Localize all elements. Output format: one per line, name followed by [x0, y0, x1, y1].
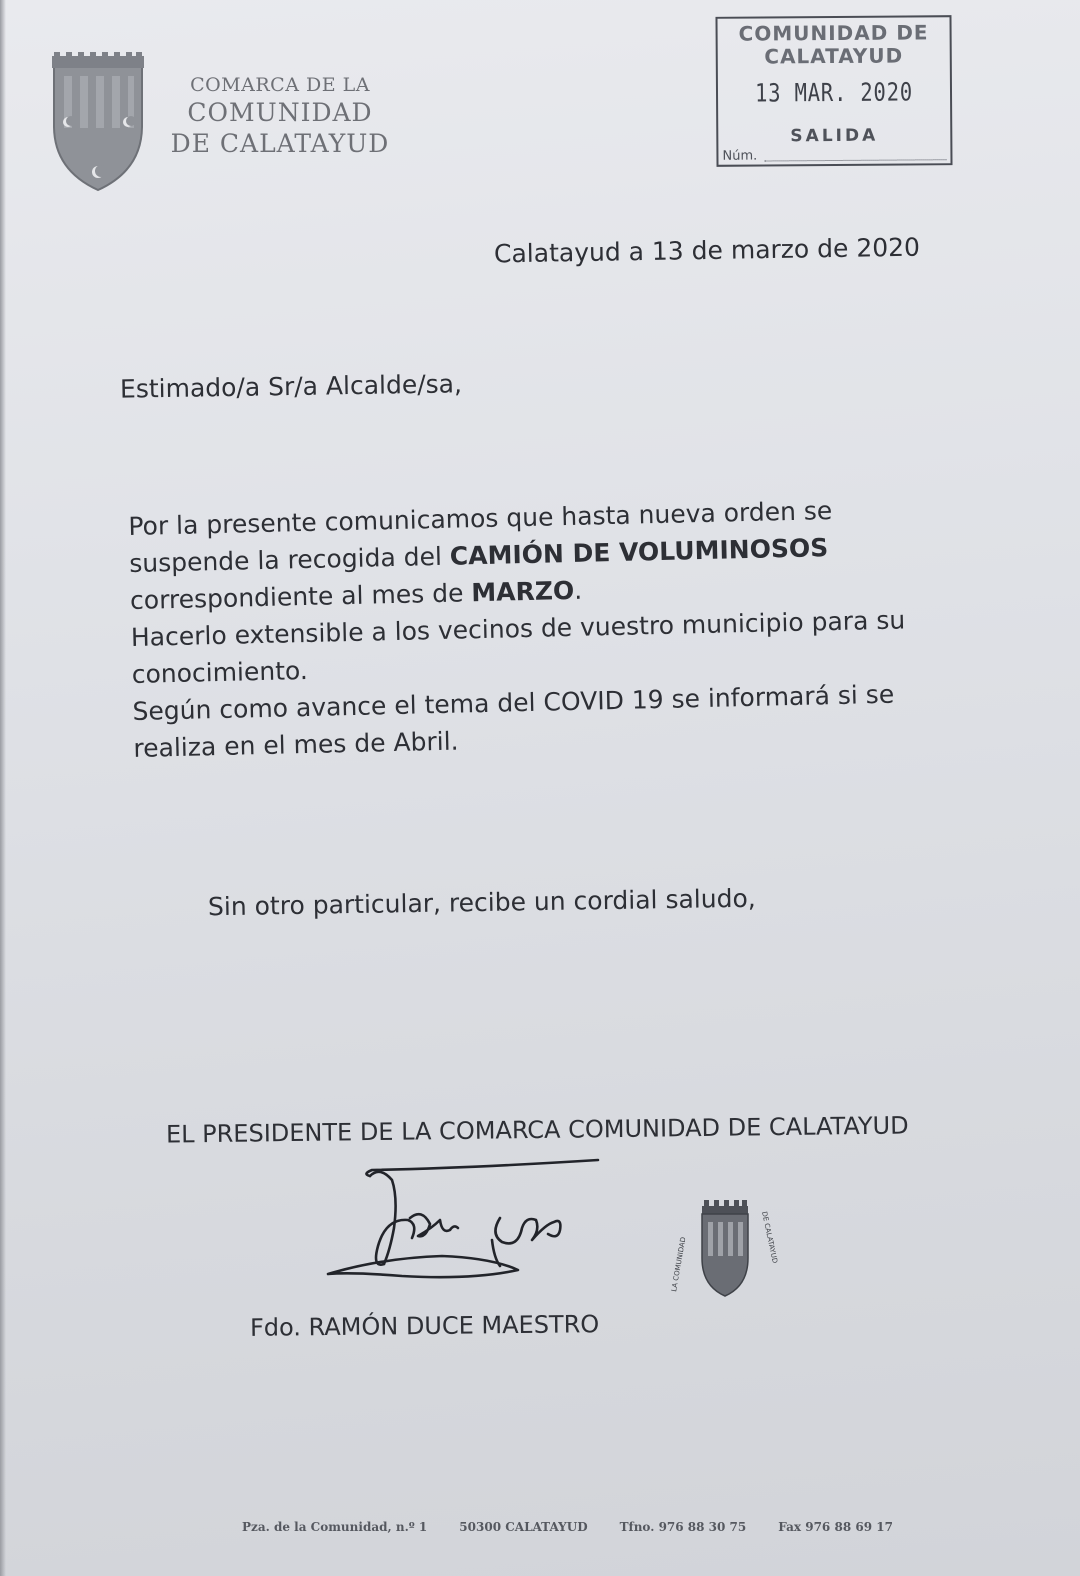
handwritten-signature: [322, 1158, 604, 1286]
coat-of-arms-icon: [48, 52, 148, 194]
paragraph-3: Según como avance el tema del COVID 19 se informará si se realiza en el mes de Abril.: [132, 679, 895, 763]
footer-contact: [242, 1520, 893, 1534]
stamp-date: 13 MAR. 2020: [754, 77, 914, 108]
closing-line: Sin otro particular, recibe un cordial saludo,: [207, 883, 756, 922]
place-and-date: Calatayud a 13 de marzo de 2020: [493, 232, 921, 269]
seal-text-right: DE CALATAYUD: [760, 1210, 779, 1265]
paragraph-1-text-b: correspondiente al mes de: [129, 578, 472, 615]
footer-address: Pza. de la Comunidad, n.º 1: [242, 1520, 428, 1534]
stamp-type: SALIDA: [790, 125, 879, 147]
stamp-number-line: [764, 159, 946, 161]
page-edge-shadow: [0, 0, 6, 1576]
stamp-org-line-2: CALATAYUD: [764, 43, 904, 69]
president-title: EL PRESIDENTE DE LA COMARCA COMUNIDAD DE CALATAYUD: [165, 1111, 909, 1149]
official-seal: [656, 1196, 790, 1306]
greeting: Estimado/a Sr/a Alcalde/sa,: [119, 369, 463, 404]
stamp-org-line-1: COMUNIDAD DE: [738, 20, 929, 46]
paragraph-1-bold-b: MARZO: [470, 575, 575, 608]
footer-city: 50300 CALATAYUD: [459, 1520, 588, 1534]
stamp-number-label: Núm.: [722, 148, 758, 164]
seal-text-left: LA COMUNIDAD: [670, 1236, 688, 1293]
footer-phone: Tfno. 976 88 30 75: [619, 1520, 747, 1534]
signatory-name: Fdo. RAMÓN DUCE MAESTRO: [249, 1310, 600, 1342]
organization-name: [160, 74, 400, 158]
org-line-3: DE CALATAYUD: [170, 129, 390, 158]
org-line-2: COMUNIDAD: [187, 98, 373, 127]
paragraph-1-text-a: Por la presente comunicamos que hasta nueva orden se suspende la recogida del: [128, 496, 833, 578]
footer-fax: Fax 976 88 69 17: [778, 1520, 893, 1534]
registry-stamp: [715, 15, 952, 167]
paragraph-1: [128, 490, 930, 619]
letter-body: [128, 490, 934, 767]
paragraph-1-bold-a: CAMIÓN DE VOLUMINOSOS: [449, 533, 829, 571]
paragraph-2: Hacerlo extensible a los vecinos de vuestro municipio para su conocimiento.: [130, 605, 906, 689]
org-line-1: COMARCA DE LA: [190, 74, 370, 96]
stamp-organization: [718, 21, 950, 69]
paragraph-1-text-c: .: [573, 575, 583, 605]
